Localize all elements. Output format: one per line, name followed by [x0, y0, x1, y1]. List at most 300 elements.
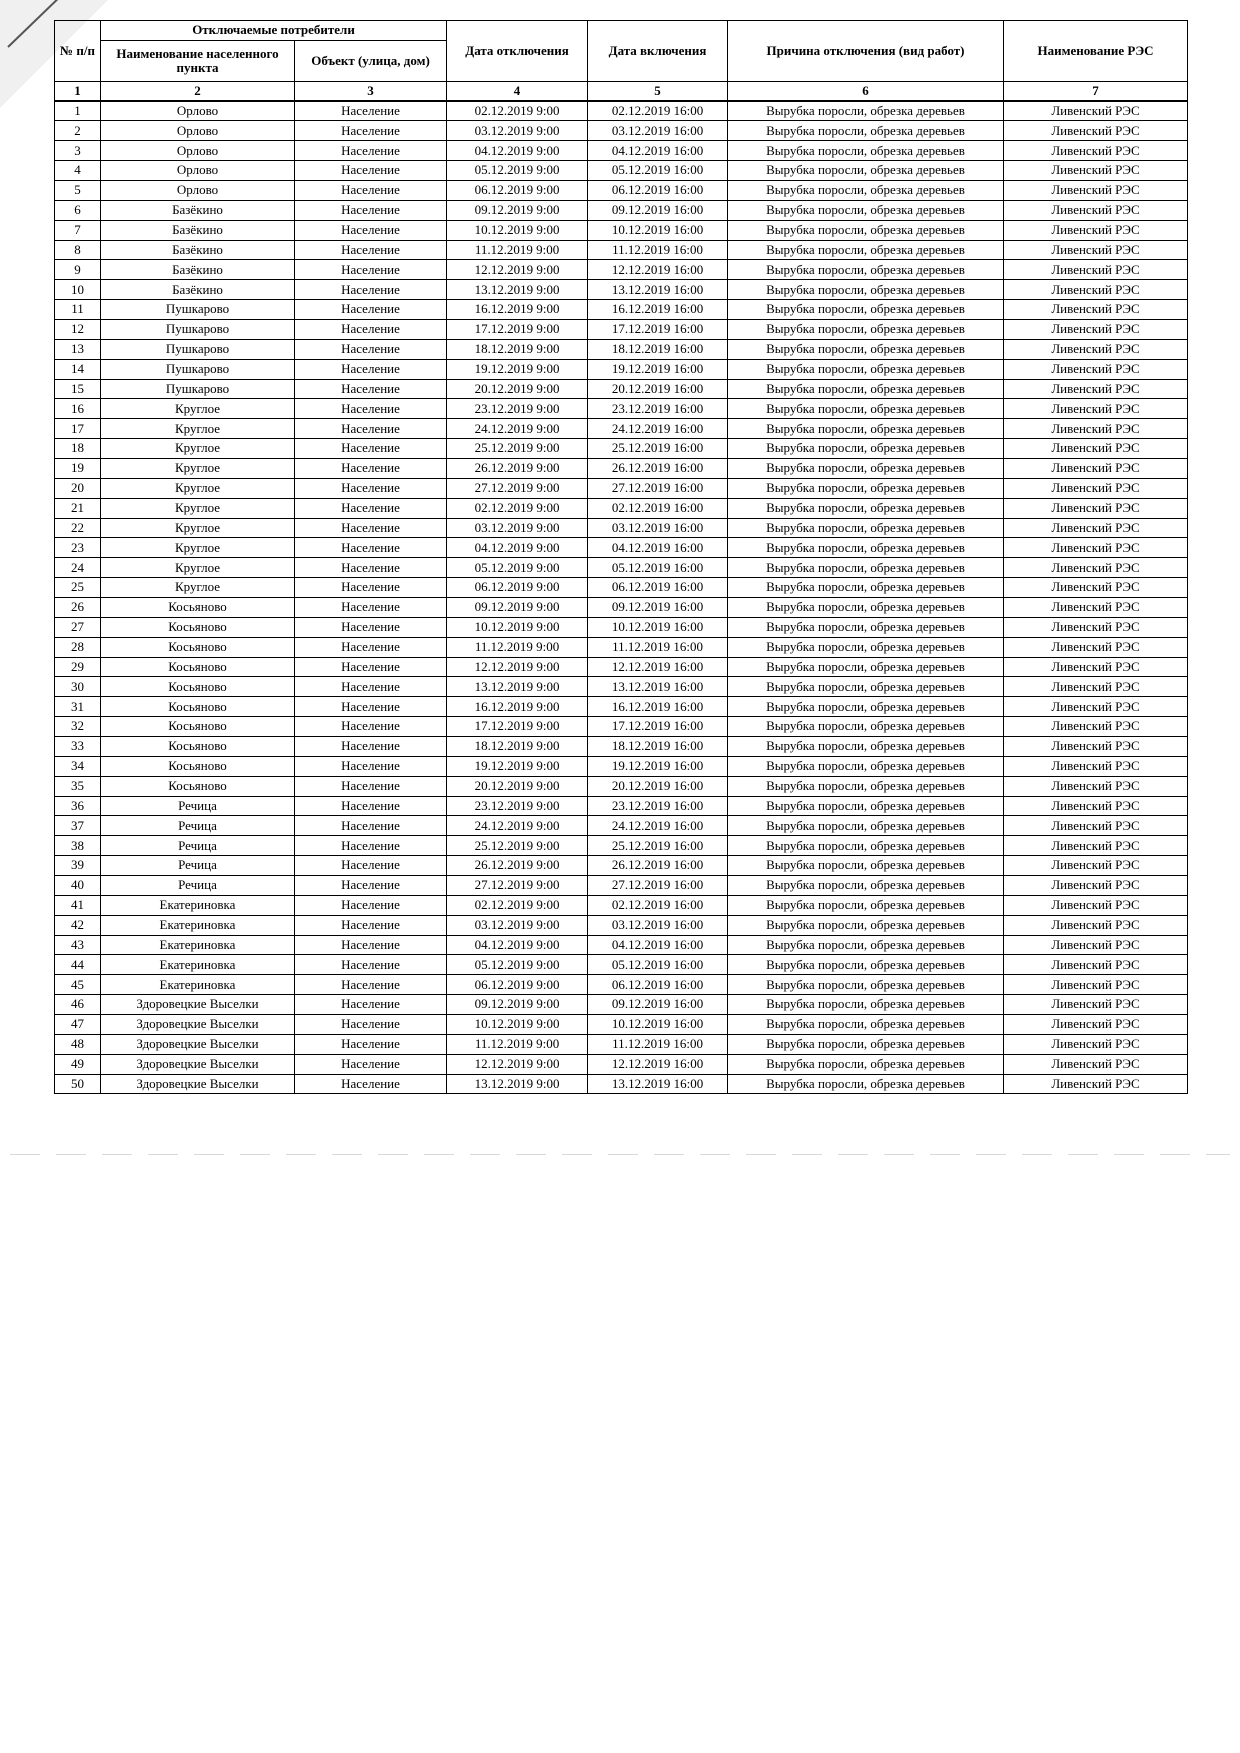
object-name-cell: Население [295, 895, 447, 915]
object-name-cell: Население [295, 935, 447, 955]
off-date-cell: 25.12.2019 9:00 [447, 836, 588, 856]
on-date-cell: 17.12.2019 16:00 [588, 717, 728, 737]
table-row [55, 617, 1188, 637]
table-row [55, 816, 1188, 836]
table-row [55, 339, 1188, 359]
off-date-cell: 11.12.2019 9:00 [447, 240, 588, 260]
column-number-row [55, 82, 1188, 102]
row-number-cell: 36 [55, 796, 101, 816]
row-number-cell: 24 [55, 558, 101, 578]
on-date-cell: 23.12.2019 16:00 [588, 399, 728, 419]
on-date-cell: 27.12.2019 16:00 [588, 478, 728, 498]
settlement-name-cell: Косьяново [101, 697, 295, 717]
on-date-cell: 12.12.2019 16:00 [588, 260, 728, 280]
object-name-cell: Население [295, 756, 447, 776]
table-row [55, 1034, 1188, 1054]
header-object: Объект (улица, дом) [295, 41, 447, 82]
on-date-cell: 09.12.2019 16:00 [588, 597, 728, 617]
settlement-name-cell: Речица [101, 876, 295, 896]
settlement-name-cell: Пушкарово [101, 379, 295, 399]
on-date-cell: 26.12.2019 16:00 [588, 856, 728, 876]
outage-reason-cell: Вырубка поросли, обрезка деревьев [728, 1034, 1004, 1054]
res-name-cell: Ливенский РЭС [1004, 776, 1188, 796]
outage-reason-cell: Вырубка поросли, обрезка деревьев [728, 300, 1004, 320]
object-name-cell: Население [295, 657, 447, 677]
table-row [55, 439, 1188, 459]
row-number-cell: 19 [55, 458, 101, 478]
row-number-cell: 25 [55, 578, 101, 598]
res-name-cell: Ливенский РЭС [1004, 161, 1188, 181]
table-row [55, 1074, 1188, 1094]
object-name-cell: Население [295, 856, 447, 876]
off-date-cell: 27.12.2019 9:00 [447, 478, 588, 498]
table-row [55, 717, 1188, 737]
res-name-cell: Ливенский РЭС [1004, 975, 1188, 995]
object-name-cell: Население [295, 141, 447, 161]
outage-reason-cell: Вырубка поросли, обрезка деревьев [728, 657, 1004, 677]
res-name-cell: Ливенский РЭС [1004, 141, 1188, 161]
table-row [55, 895, 1188, 915]
settlement-name-cell: Базёкино [101, 280, 295, 300]
res-name-cell: Ливенский РЭС [1004, 379, 1188, 399]
on-date-cell: 16.12.2019 16:00 [588, 300, 728, 320]
column-number: 7 [1004, 82, 1188, 102]
settlement-name-cell: Косьяново [101, 637, 295, 657]
object-name-cell: Население [295, 260, 447, 280]
header-settlement: Наименование населенного пункта [101, 41, 295, 82]
on-date-cell: 19.12.2019 16:00 [588, 756, 728, 776]
off-date-cell: 16.12.2019 9:00 [447, 300, 588, 320]
outage-reason-cell: Вырубка поросли, обрезка деревьев [728, 776, 1004, 796]
off-date-cell: 18.12.2019 9:00 [447, 737, 588, 757]
object-name-cell: Население [295, 737, 447, 757]
on-date-cell: 25.12.2019 16:00 [588, 439, 728, 459]
object-name-cell: Население [295, 180, 447, 200]
on-date-cell: 06.12.2019 16:00 [588, 975, 728, 995]
table-row [55, 597, 1188, 617]
row-number-cell: 13 [55, 339, 101, 359]
off-date-cell: 24.12.2019 9:00 [447, 419, 588, 439]
res-name-cell: Ливенский РЭС [1004, 339, 1188, 359]
outage-reason-cell: Вырубка поросли, обрезка деревьев [728, 617, 1004, 637]
table-row [55, 141, 1188, 161]
row-number-cell: 44 [55, 955, 101, 975]
table-row [55, 657, 1188, 677]
res-name-cell: Ливенский РЭС [1004, 756, 1188, 776]
row-number-cell: 42 [55, 915, 101, 935]
on-date-cell: 24.12.2019 16:00 [588, 816, 728, 836]
object-name-cell: Население [295, 161, 447, 181]
row-number-cell: 48 [55, 1034, 101, 1054]
table-row [55, 935, 1188, 955]
object-name-cell: Население [295, 240, 447, 260]
on-date-cell: 04.12.2019 16:00 [588, 935, 728, 955]
on-date-cell: 18.12.2019 16:00 [588, 339, 728, 359]
object-name-cell: Население [295, 1054, 447, 1074]
settlement-name-cell: Екатериновка [101, 975, 295, 995]
table-row [55, 876, 1188, 896]
settlement-name-cell: Речица [101, 796, 295, 816]
res-name-cell: Ливенский РЭС [1004, 399, 1188, 419]
table-row [55, 955, 1188, 975]
settlement-name-cell: Орлово [101, 180, 295, 200]
on-date-cell: 10.12.2019 16:00 [588, 220, 728, 240]
row-number-cell: 3 [55, 141, 101, 161]
object-name-cell: Население [295, 677, 447, 697]
settlement-name-cell: Речица [101, 816, 295, 836]
table-row [55, 458, 1188, 478]
res-name-cell: Ливенский РЭС [1004, 1054, 1188, 1074]
row-number-cell: 45 [55, 975, 101, 995]
res-name-cell: Ливенский РЭС [1004, 796, 1188, 816]
row-number-cell: 34 [55, 756, 101, 776]
off-date-cell: 26.12.2019 9:00 [447, 856, 588, 876]
outage-reason-cell: Вырубка поросли, обрезка деревьев [728, 399, 1004, 419]
on-date-cell: 09.12.2019 16:00 [588, 200, 728, 220]
outage-reason-cell: Вырубка поросли, обрезка деревьев [728, 677, 1004, 697]
outage-reason-cell: Вырубка поросли, обрезка деревьев [728, 558, 1004, 578]
object-name-cell: Население [295, 717, 447, 737]
res-name-cell: Ливенский РЭС [1004, 895, 1188, 915]
off-date-cell: 10.12.2019 9:00 [447, 1015, 588, 1035]
on-date-cell: 24.12.2019 16:00 [588, 419, 728, 439]
res-name-cell: Ливенский РЭС [1004, 101, 1188, 121]
res-name-cell: Ливенский РЭС [1004, 816, 1188, 836]
row-number-cell: 28 [55, 637, 101, 657]
res-name-cell: Ливенский РЭС [1004, 1034, 1188, 1054]
row-number-cell: 29 [55, 657, 101, 677]
object-name-cell: Население [295, 121, 447, 141]
settlement-name-cell: Косьяново [101, 617, 295, 637]
res-name-cell: Ливенский РЭС [1004, 836, 1188, 856]
res-name-cell: Ливенский РЭС [1004, 319, 1188, 339]
table-row [55, 1054, 1188, 1074]
outage-reason-cell: Вырубка поросли, обрезка деревьев [728, 280, 1004, 300]
off-date-cell: 25.12.2019 9:00 [447, 439, 588, 459]
table-row [55, 578, 1188, 598]
table-body [55, 101, 1188, 1094]
object-name-cell: Население [295, 915, 447, 935]
outage-reason-cell: Вырубка поросли, обрезка деревьев [728, 419, 1004, 439]
outage-reason-cell: Вырубка поросли, обрезка деревьев [728, 836, 1004, 856]
res-name-cell: Ливенский РЭС [1004, 657, 1188, 677]
outage-reason-cell: Вырубка поросли, обрезка деревьев [728, 578, 1004, 598]
on-date-cell: 16.12.2019 16:00 [588, 697, 728, 717]
table-row [55, 280, 1188, 300]
row-number-cell: 32 [55, 717, 101, 737]
object-name-cell: Население [295, 558, 447, 578]
off-date-cell: 02.12.2019 9:00 [447, 498, 588, 518]
res-name-cell: Ливенский РЭС [1004, 637, 1188, 657]
table-row [55, 319, 1188, 339]
on-date-cell: 13.12.2019 16:00 [588, 1074, 728, 1094]
settlement-name-cell: Круглое [101, 439, 295, 459]
settlement-name-cell: Круглое [101, 518, 295, 538]
on-date-cell: 02.12.2019 16:00 [588, 101, 728, 121]
on-date-cell: 18.12.2019 16:00 [588, 737, 728, 757]
row-number-cell: 35 [55, 776, 101, 796]
settlement-name-cell: Круглое [101, 399, 295, 419]
on-date-cell: 06.12.2019 16:00 [588, 578, 728, 598]
outage-reason-cell: Вырубка поросли, обрезка деревьев [728, 220, 1004, 240]
outage-reason-cell: Вырубка поросли, обрезка деревьев [728, 439, 1004, 459]
object-name-cell: Население [295, 1034, 447, 1054]
settlement-name-cell: Орлово [101, 161, 295, 181]
on-date-cell: 03.12.2019 16:00 [588, 518, 728, 538]
settlement-name-cell: Пушкарово [101, 319, 295, 339]
settlement-name-cell: Косьяново [101, 756, 295, 776]
on-date-cell: 04.12.2019 16:00 [588, 141, 728, 161]
off-date-cell: 09.12.2019 9:00 [447, 995, 588, 1015]
outage-reason-cell: Вырубка поросли, обрезка деревьев [728, 816, 1004, 836]
row-number-cell: 4 [55, 161, 101, 181]
object-name-cell: Население [295, 200, 447, 220]
on-date-cell: 13.12.2019 16:00 [588, 280, 728, 300]
column-number: 2 [101, 82, 295, 102]
object-name-cell: Население [295, 776, 447, 796]
table-row [55, 359, 1188, 379]
table-row [55, 697, 1188, 717]
off-date-cell: 03.12.2019 9:00 [447, 915, 588, 935]
on-date-cell: 27.12.2019 16:00 [588, 876, 728, 896]
table-row [55, 1015, 1188, 1035]
table-row [55, 538, 1188, 558]
res-name-cell: Ливенский РЭС [1004, 995, 1188, 1015]
outage-reason-cell: Вырубка поросли, обрезка деревьев [728, 240, 1004, 260]
on-date-cell: 19.12.2019 16:00 [588, 359, 728, 379]
row-number-cell: 7 [55, 220, 101, 240]
res-name-cell: Ливенский РЭС [1004, 478, 1188, 498]
off-date-cell: 05.12.2019 9:00 [447, 558, 588, 578]
row-number-cell: 49 [55, 1054, 101, 1074]
settlement-name-cell: Здоровецкие Выселки [101, 1074, 295, 1094]
table-row [55, 975, 1188, 995]
off-date-cell: 11.12.2019 9:00 [447, 637, 588, 657]
res-name-cell: Ливенский РЭС [1004, 717, 1188, 737]
off-date-cell: 23.12.2019 9:00 [447, 399, 588, 419]
res-name-cell: Ливенский РЭС [1004, 697, 1188, 717]
settlement-name-cell: Речица [101, 856, 295, 876]
table-row [55, 240, 1188, 260]
row-number-cell: 14 [55, 359, 101, 379]
settlement-name-cell: Пушкарово [101, 300, 295, 320]
outage-reason-cell: Вырубка поросли, обрезка деревьев [728, 915, 1004, 935]
outage-reason-cell: Вырубка поросли, обрезка деревьев [728, 260, 1004, 280]
on-date-cell: 17.12.2019 16:00 [588, 319, 728, 339]
res-name-cell: Ливенский РЭС [1004, 220, 1188, 240]
off-date-cell: 24.12.2019 9:00 [447, 816, 588, 836]
off-date-cell: 02.12.2019 9:00 [447, 101, 588, 121]
row-number-cell: 43 [55, 935, 101, 955]
on-date-cell: 05.12.2019 16:00 [588, 955, 728, 975]
object-name-cell: Население [295, 300, 447, 320]
outage-reason-cell: Вырубка поросли, обрезка деревьев [728, 955, 1004, 975]
off-date-cell: 11.12.2019 9:00 [447, 1034, 588, 1054]
object-name-cell: Население [295, 399, 447, 419]
off-date-cell: 12.12.2019 9:00 [447, 260, 588, 280]
row-number-cell: 26 [55, 597, 101, 617]
outage-reason-cell: Вырубка поросли, обрезка деревьев [728, 161, 1004, 181]
row-number-cell: 30 [55, 677, 101, 697]
off-date-cell: 06.12.2019 9:00 [447, 578, 588, 598]
object-name-cell: Население [295, 280, 447, 300]
res-name-cell: Ливенский РЭС [1004, 200, 1188, 220]
row-number-cell: 17 [55, 419, 101, 439]
row-number-cell: 8 [55, 240, 101, 260]
settlement-name-cell: Базёкино [101, 240, 295, 260]
column-number: 3 [295, 82, 447, 102]
object-name-cell: Население [295, 458, 447, 478]
object-name-cell: Население [295, 478, 447, 498]
table-row [55, 478, 1188, 498]
outage-reason-cell: Вырубка поросли, обрезка деревьев [728, 498, 1004, 518]
on-date-cell: 26.12.2019 16:00 [588, 458, 728, 478]
res-name-cell: Ливенский РЭС [1004, 935, 1188, 955]
row-number-cell: 16 [55, 399, 101, 419]
off-date-cell: 26.12.2019 9:00 [447, 458, 588, 478]
row-number-cell: 15 [55, 379, 101, 399]
settlement-name-cell: Орлово [101, 141, 295, 161]
outage-reason-cell: Вырубка поросли, обрезка деревьев [728, 518, 1004, 538]
object-name-cell: Население [295, 518, 447, 538]
off-date-cell: 16.12.2019 9:00 [447, 697, 588, 717]
res-name-cell: Ливенский РЭС [1004, 280, 1188, 300]
outage-reason-cell: Вырубка поросли, обрезка деревьев [728, 478, 1004, 498]
on-date-cell: 02.12.2019 16:00 [588, 895, 728, 915]
outage-reason-cell: Вырубка поросли, обрезка деревьев [728, 717, 1004, 737]
object-name-cell: Население [295, 538, 447, 558]
res-name-cell: Ливенский РЭС [1004, 955, 1188, 975]
object-name-cell: Население [295, 359, 447, 379]
off-date-cell: 05.12.2019 9:00 [447, 161, 588, 181]
table-row [55, 161, 1188, 181]
table-row [55, 518, 1188, 538]
row-number-cell: 6 [55, 200, 101, 220]
object-name-cell: Население [295, 578, 447, 598]
off-date-cell: 19.12.2019 9:00 [447, 359, 588, 379]
off-date-cell: 27.12.2019 9:00 [447, 876, 588, 896]
settlement-name-cell: Круглое [101, 498, 295, 518]
res-name-cell: Ливенский РЭС [1004, 458, 1188, 478]
off-date-cell: 09.12.2019 9:00 [447, 200, 588, 220]
object-name-cell: Население [295, 379, 447, 399]
on-date-cell: 11.12.2019 16:00 [588, 240, 728, 260]
object-name-cell: Население [295, 1015, 447, 1035]
object-name-cell: Население [295, 876, 447, 896]
outage-reason-cell: Вырубка поросли, обрезка деревьев [728, 1015, 1004, 1035]
table-row [55, 836, 1188, 856]
res-name-cell: Ливенский РЭС [1004, 915, 1188, 935]
outage-reason-cell: Вырубка поросли, обрезка деревьев [728, 1054, 1004, 1074]
object-name-cell: Население [295, 220, 447, 240]
off-date-cell: 13.12.2019 9:00 [447, 1074, 588, 1094]
table-row [55, 101, 1188, 121]
outage-reason-cell: Вырубка поросли, обрезка деревьев [728, 637, 1004, 657]
row-number-cell: 40 [55, 876, 101, 896]
object-name-cell: Население [295, 955, 447, 975]
outage-reason-cell: Вырубка поросли, обрезка деревьев [728, 180, 1004, 200]
table-row [55, 856, 1188, 876]
outage-reason-cell: Вырубка поросли, обрезка деревьев [728, 597, 1004, 617]
off-date-cell: 10.12.2019 9:00 [447, 617, 588, 637]
settlement-name-cell: Круглое [101, 558, 295, 578]
row-number-cell: 47 [55, 1015, 101, 1035]
table-row [55, 260, 1188, 280]
table-row [55, 419, 1188, 439]
row-number-cell: 9 [55, 260, 101, 280]
res-name-cell: Ливенский РЭС [1004, 359, 1188, 379]
row-number-cell: 21 [55, 498, 101, 518]
off-date-cell: 04.12.2019 9:00 [447, 935, 588, 955]
outage-reason-cell: Вырубка поросли, обрезка деревьев [728, 339, 1004, 359]
outage-reason-cell: Вырубка поросли, обрезка деревьев [728, 1074, 1004, 1094]
on-date-cell: 06.12.2019 16:00 [588, 180, 728, 200]
row-number-cell: 33 [55, 737, 101, 757]
res-name-cell: Ливенский РЭС [1004, 558, 1188, 578]
on-date-cell: 02.12.2019 16:00 [588, 498, 728, 518]
settlement-name-cell: Екатериновка [101, 935, 295, 955]
settlement-name-cell: Здоровецкие Выселки [101, 1054, 295, 1074]
table-row [55, 379, 1188, 399]
res-name-cell: Ливенский РЭС [1004, 617, 1188, 637]
outage-reason-cell: Вырубка поросли, обрезка деревьев [728, 458, 1004, 478]
settlement-name-cell: Базёкино [101, 200, 295, 220]
settlement-name-cell: Здоровецкие Выселки [101, 1034, 295, 1054]
table-row [55, 995, 1188, 1015]
row-number-cell: 46 [55, 995, 101, 1015]
off-date-cell: 03.12.2019 9:00 [447, 518, 588, 538]
object-name-cell: Население [295, 319, 447, 339]
outage-reason-cell: Вырубка поросли, обрезка деревьев [728, 319, 1004, 339]
off-date-cell: 12.12.2019 9:00 [447, 1054, 588, 1074]
settlement-name-cell: Екатериновка [101, 895, 295, 915]
table-row [55, 300, 1188, 320]
off-date-cell: 03.12.2019 9:00 [447, 121, 588, 141]
table-row [55, 677, 1188, 697]
row-number-cell: 39 [55, 856, 101, 876]
row-number-cell: 12 [55, 319, 101, 339]
res-name-cell: Ливенский РЭС [1004, 876, 1188, 896]
outage-reason-cell: Вырубка поросли, обрезка деревьев [728, 200, 1004, 220]
off-date-cell: 13.12.2019 9:00 [447, 677, 588, 697]
settlement-name-cell: Косьяново [101, 717, 295, 737]
settlement-name-cell: Екатериновка [101, 955, 295, 975]
settlement-name-cell: Круглое [101, 419, 295, 439]
outage-reason-cell: Вырубка поросли, обрезка деревьев [728, 359, 1004, 379]
res-name-cell: Ливенский РЭС [1004, 518, 1188, 538]
settlement-name-cell: Речица [101, 836, 295, 856]
settlement-name-cell: Пушкарово [101, 339, 295, 359]
outage-reason-cell: Вырубка поросли, обрезка деревьев [728, 697, 1004, 717]
settlement-name-cell: Круглое [101, 478, 295, 498]
settlement-name-cell: Косьяново [101, 677, 295, 697]
outage-reason-cell: Вырубка поросли, обрезка деревьев [728, 538, 1004, 558]
res-name-cell: Ливенский РЭС [1004, 1074, 1188, 1094]
object-name-cell: Население [295, 617, 447, 637]
outage-reason-cell: Вырубка поросли, обрезка деревьев [728, 737, 1004, 757]
on-date-cell: 20.12.2019 16:00 [588, 379, 728, 399]
on-date-cell: 03.12.2019 16:00 [588, 121, 728, 141]
off-date-cell: 12.12.2019 9:00 [447, 657, 588, 677]
off-date-cell: 20.12.2019 9:00 [447, 776, 588, 796]
on-date-cell: 12.12.2019 16:00 [588, 1054, 728, 1074]
header-on-date: Дата включения [588, 21, 728, 82]
settlement-name-cell: Орлово [101, 101, 295, 121]
row-number-cell: 23 [55, 538, 101, 558]
res-name-cell: Ливенский РЭС [1004, 180, 1188, 200]
table-row [55, 121, 1188, 141]
off-date-cell: 20.12.2019 9:00 [447, 379, 588, 399]
